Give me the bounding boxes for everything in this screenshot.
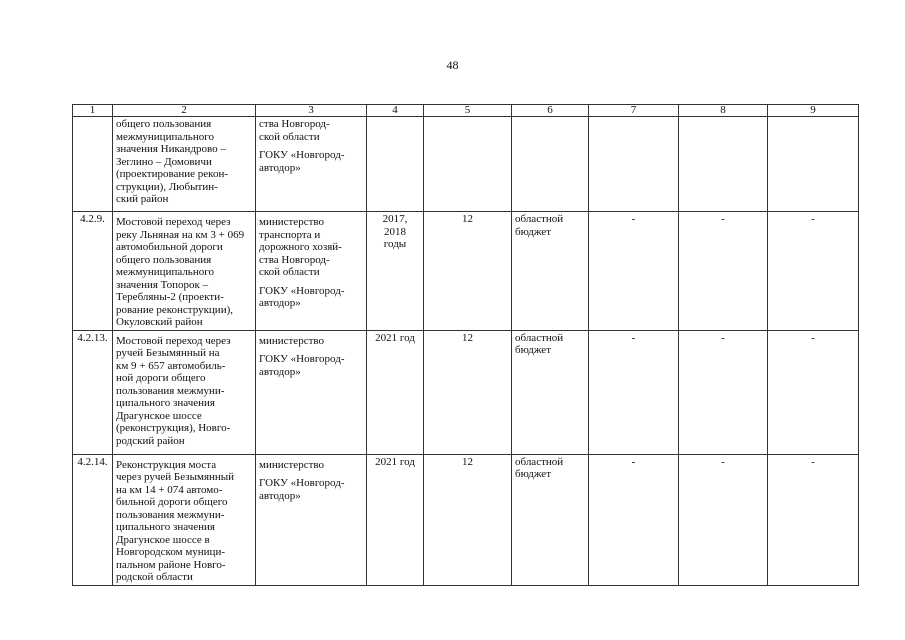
header-row bbox=[73, 105, 859, 117]
col-7-value: - bbox=[589, 454, 679, 585]
funding-source: областной бюджет bbox=[512, 330, 589, 454]
col-9-value bbox=[768, 117, 859, 212]
header-col-8: 8 bbox=[679, 105, 768, 117]
executor-agency: ГОКУ «Новгород- автодор» bbox=[259, 284, 345, 309]
header-col-7: 7 bbox=[589, 105, 679, 117]
header-col-3: 3 bbox=[256, 105, 367, 117]
executor bbox=[256, 212, 367, 331]
executor-ministry: министерство bbox=[259, 334, 325, 347]
table-row bbox=[73, 454, 859, 585]
col-7-value: - bbox=[589, 330, 679, 454]
object-description: Мостовой переход через ручей Безымянный на км 9 + 657 автомобиль- ной дороги общего пользования межмуни- ципального значения Драгунское шоссе (реконструкция), Новго- родский район bbox=[113, 330, 256, 454]
executor-ministry: министерство bbox=[259, 458, 325, 471]
row-number bbox=[73, 117, 113, 212]
col-8-value bbox=[679, 117, 768, 212]
col-8-value: - bbox=[679, 212, 768, 331]
executor bbox=[256, 454, 367, 585]
period: 2021 год bbox=[367, 330, 424, 454]
funding-source: областной бюджет bbox=[512, 212, 589, 331]
row-number: 4.2.13. bbox=[73, 330, 113, 454]
executor bbox=[256, 117, 367, 212]
page-number: 48 bbox=[446, 58, 459, 72]
header-col-2: 2 bbox=[113, 105, 256, 117]
col-9-value: - bbox=[768, 330, 859, 454]
col-9-value: - bbox=[768, 212, 859, 331]
funding-source bbox=[512, 117, 589, 212]
header-col-1: 1 bbox=[73, 105, 113, 117]
header-col-5: 5 bbox=[424, 105, 512, 117]
col-9-value: - bbox=[768, 454, 859, 585]
row-number: 4.2.14. bbox=[73, 454, 113, 585]
table-row bbox=[73, 117, 859, 212]
executor-agency: ГОКУ «Новгород- автодор» bbox=[259, 149, 345, 174]
object-description: общего пользования межмуниципального значения Никандрово – Зеглино – Домовичи (проектирование рекон- струкции), Любытин- ский район bbox=[113, 117, 256, 212]
amount bbox=[424, 117, 512, 212]
col-8-value: - bbox=[679, 454, 768, 585]
executor bbox=[256, 330, 367, 454]
amount: 12 bbox=[424, 330, 512, 454]
amount: 12 bbox=[424, 454, 512, 585]
amount: 12 bbox=[424, 212, 512, 331]
period bbox=[367, 117, 424, 212]
executor-agency: ГОКУ «Новгород- автодор» bbox=[259, 477, 345, 502]
program-table bbox=[72, 104, 859, 586]
header-col-4: 4 bbox=[367, 105, 424, 117]
col-8-value: - bbox=[679, 330, 768, 454]
table-row bbox=[73, 212, 859, 331]
executor-ministry: ства Новгород- ской области bbox=[259, 118, 330, 143]
row-number: 4.2.9. bbox=[73, 212, 113, 331]
col-7-value: - bbox=[589, 212, 679, 331]
period: 2017, 2018 годы bbox=[367, 212, 424, 331]
executor-ministry: министерство транспорта и дорожного хозяй- ства Новгород- ской области bbox=[259, 216, 342, 278]
table-row bbox=[73, 330, 859, 454]
col-7-value bbox=[589, 117, 679, 212]
header-col-9: 9 bbox=[768, 105, 859, 117]
object-description: Реконструкция моста через ручей Безымянный на км 14 + 074 автомо- бильной дороги общего пользования межмуни- ципального значения Драгунское шоссе в Новгородском муници- пальном районе Новго- родской области bbox=[113, 454, 256, 585]
object-description: Мостовой переход через реку Льняная на км 3 + 069 автомобильной дороги общего пользования межмуниципального значения Топорок – Теребляны-2 (проекти- рование реконструкции), Окуловский район bbox=[113, 212, 256, 331]
funding-source: областной бюджет bbox=[512, 454, 589, 585]
header-col-6: 6 bbox=[512, 105, 589, 117]
executor-agency: ГОКУ «Новгород- автодор» bbox=[259, 353, 345, 378]
period: 2021 год bbox=[367, 454, 424, 585]
